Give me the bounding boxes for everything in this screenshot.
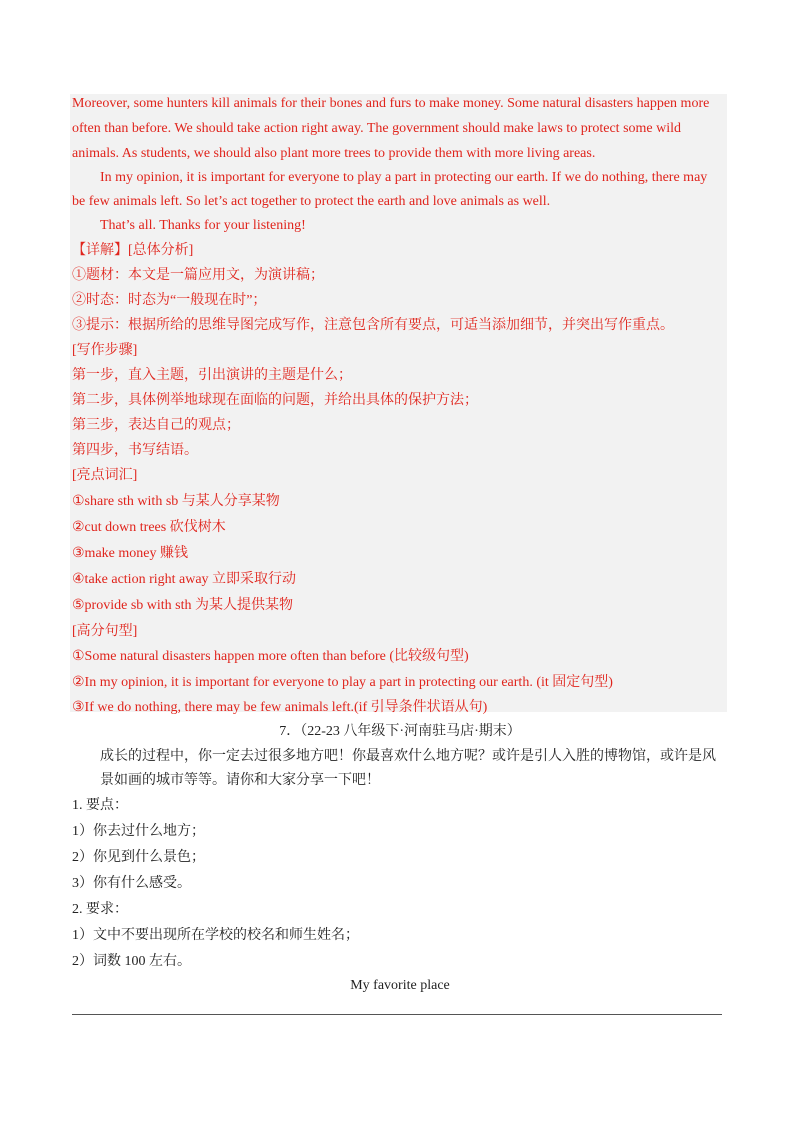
analysis-point: ①题材：本文是一篇应用文，为演讲稿； [72, 268, 324, 283]
sentences-header: [高分句型] [72, 624, 138, 639]
sentence-item: ①Some natural disasters happen more often than before (比较级句型) [72, 649, 469, 664]
vocab-item: ④take action right away 立即采取行动 [72, 572, 297, 587]
essay-line: often than before. We should take action right away. The government should make laws to protect some wild [72, 121, 682, 136]
sentence-item: ③If we do nothing, there may be few animals left.(if 引导条件状语从句) [72, 700, 488, 715]
question-prompt: 景如画的城市等等。请你和大家分享一下吧！ [100, 773, 380, 788]
question-title: 7．（22-23 八年级下·河南驻马店·期末） [279, 724, 521, 739]
question-item: 1）文中不要出现所在学校的校名和师生姓名； [72, 928, 359, 943]
steps-header: [写作步骤] [72, 343, 138, 358]
question-item: 2. 要求： [72, 902, 128, 917]
analysis-point: ②时态：时态为“一般现在时”； [72, 293, 267, 308]
essay-line: That’s all. Thanks for your listening! [100, 218, 306, 233]
essay-line: In my opinion, it is important for everyone to play a part in protecting our earth. If we do nothing, there may [100, 170, 708, 185]
question-item: 1. 要点： [72, 798, 128, 813]
vocab-item: ①share sth with sb 与某人分享某物 [72, 494, 280, 509]
vocab-item: ③make money 赚钱 [72, 546, 188, 561]
vocab-item: ⑤provide sb with sth 为某人提供某物 [72, 598, 293, 613]
answer-line [72, 1014, 722, 1015]
question-prompt: 成长的过程中，你一定去过很多地方吧！你最喜欢什么地方呢？或许是引人入胜的博物馆，或许是风 [100, 749, 716, 764]
step-item: 第二步，具体例举地球现在面临的问题，并给出具体的保护方法； [72, 393, 478, 408]
vocab-item: ②cut down trees 砍伐树木 [72, 520, 226, 535]
question-item: 3）你有什么感受。 [72, 876, 191, 891]
analysis-header: 【详解】[总体分析] [72, 243, 194, 258]
question-item: 2）词数 100 左右。 [72, 954, 191, 969]
question-item: 1）你去过什么地方； [72, 824, 205, 839]
step-item: 第一步，直入主题，引出演讲的主题是什么； [72, 368, 352, 383]
step-item: 第四步，书写结语。 [72, 443, 198, 458]
step-item: 第三步，表达自己的观点； [72, 418, 240, 433]
vocab-header: [亮点词汇] [72, 468, 138, 483]
analysis-point: ③提示：根据所给的思维导图完成写作，注意包含所有要点，可适当添加细节，并突出写作重点。 [72, 318, 674, 333]
essay-line: animals. As students, we should also plant more trees to provide them with more living areas. [72, 146, 596, 161]
essay-title: My favorite place [350, 978, 450, 993]
sentence-item: ②In my opinion, it is important for everyone to play a part in protecting our earth. (it 固定句型) [72, 675, 613, 690]
essay-line: be few animals left. So let’s act together to protect the earth and love animals as well. [72, 194, 551, 209]
question-item: 2）你见到什么景色； [72, 850, 205, 865]
essay-line: Moreover, some hunters kill animals for their bones and furs to make money. Some natural disasters happen more [72, 96, 710, 111]
